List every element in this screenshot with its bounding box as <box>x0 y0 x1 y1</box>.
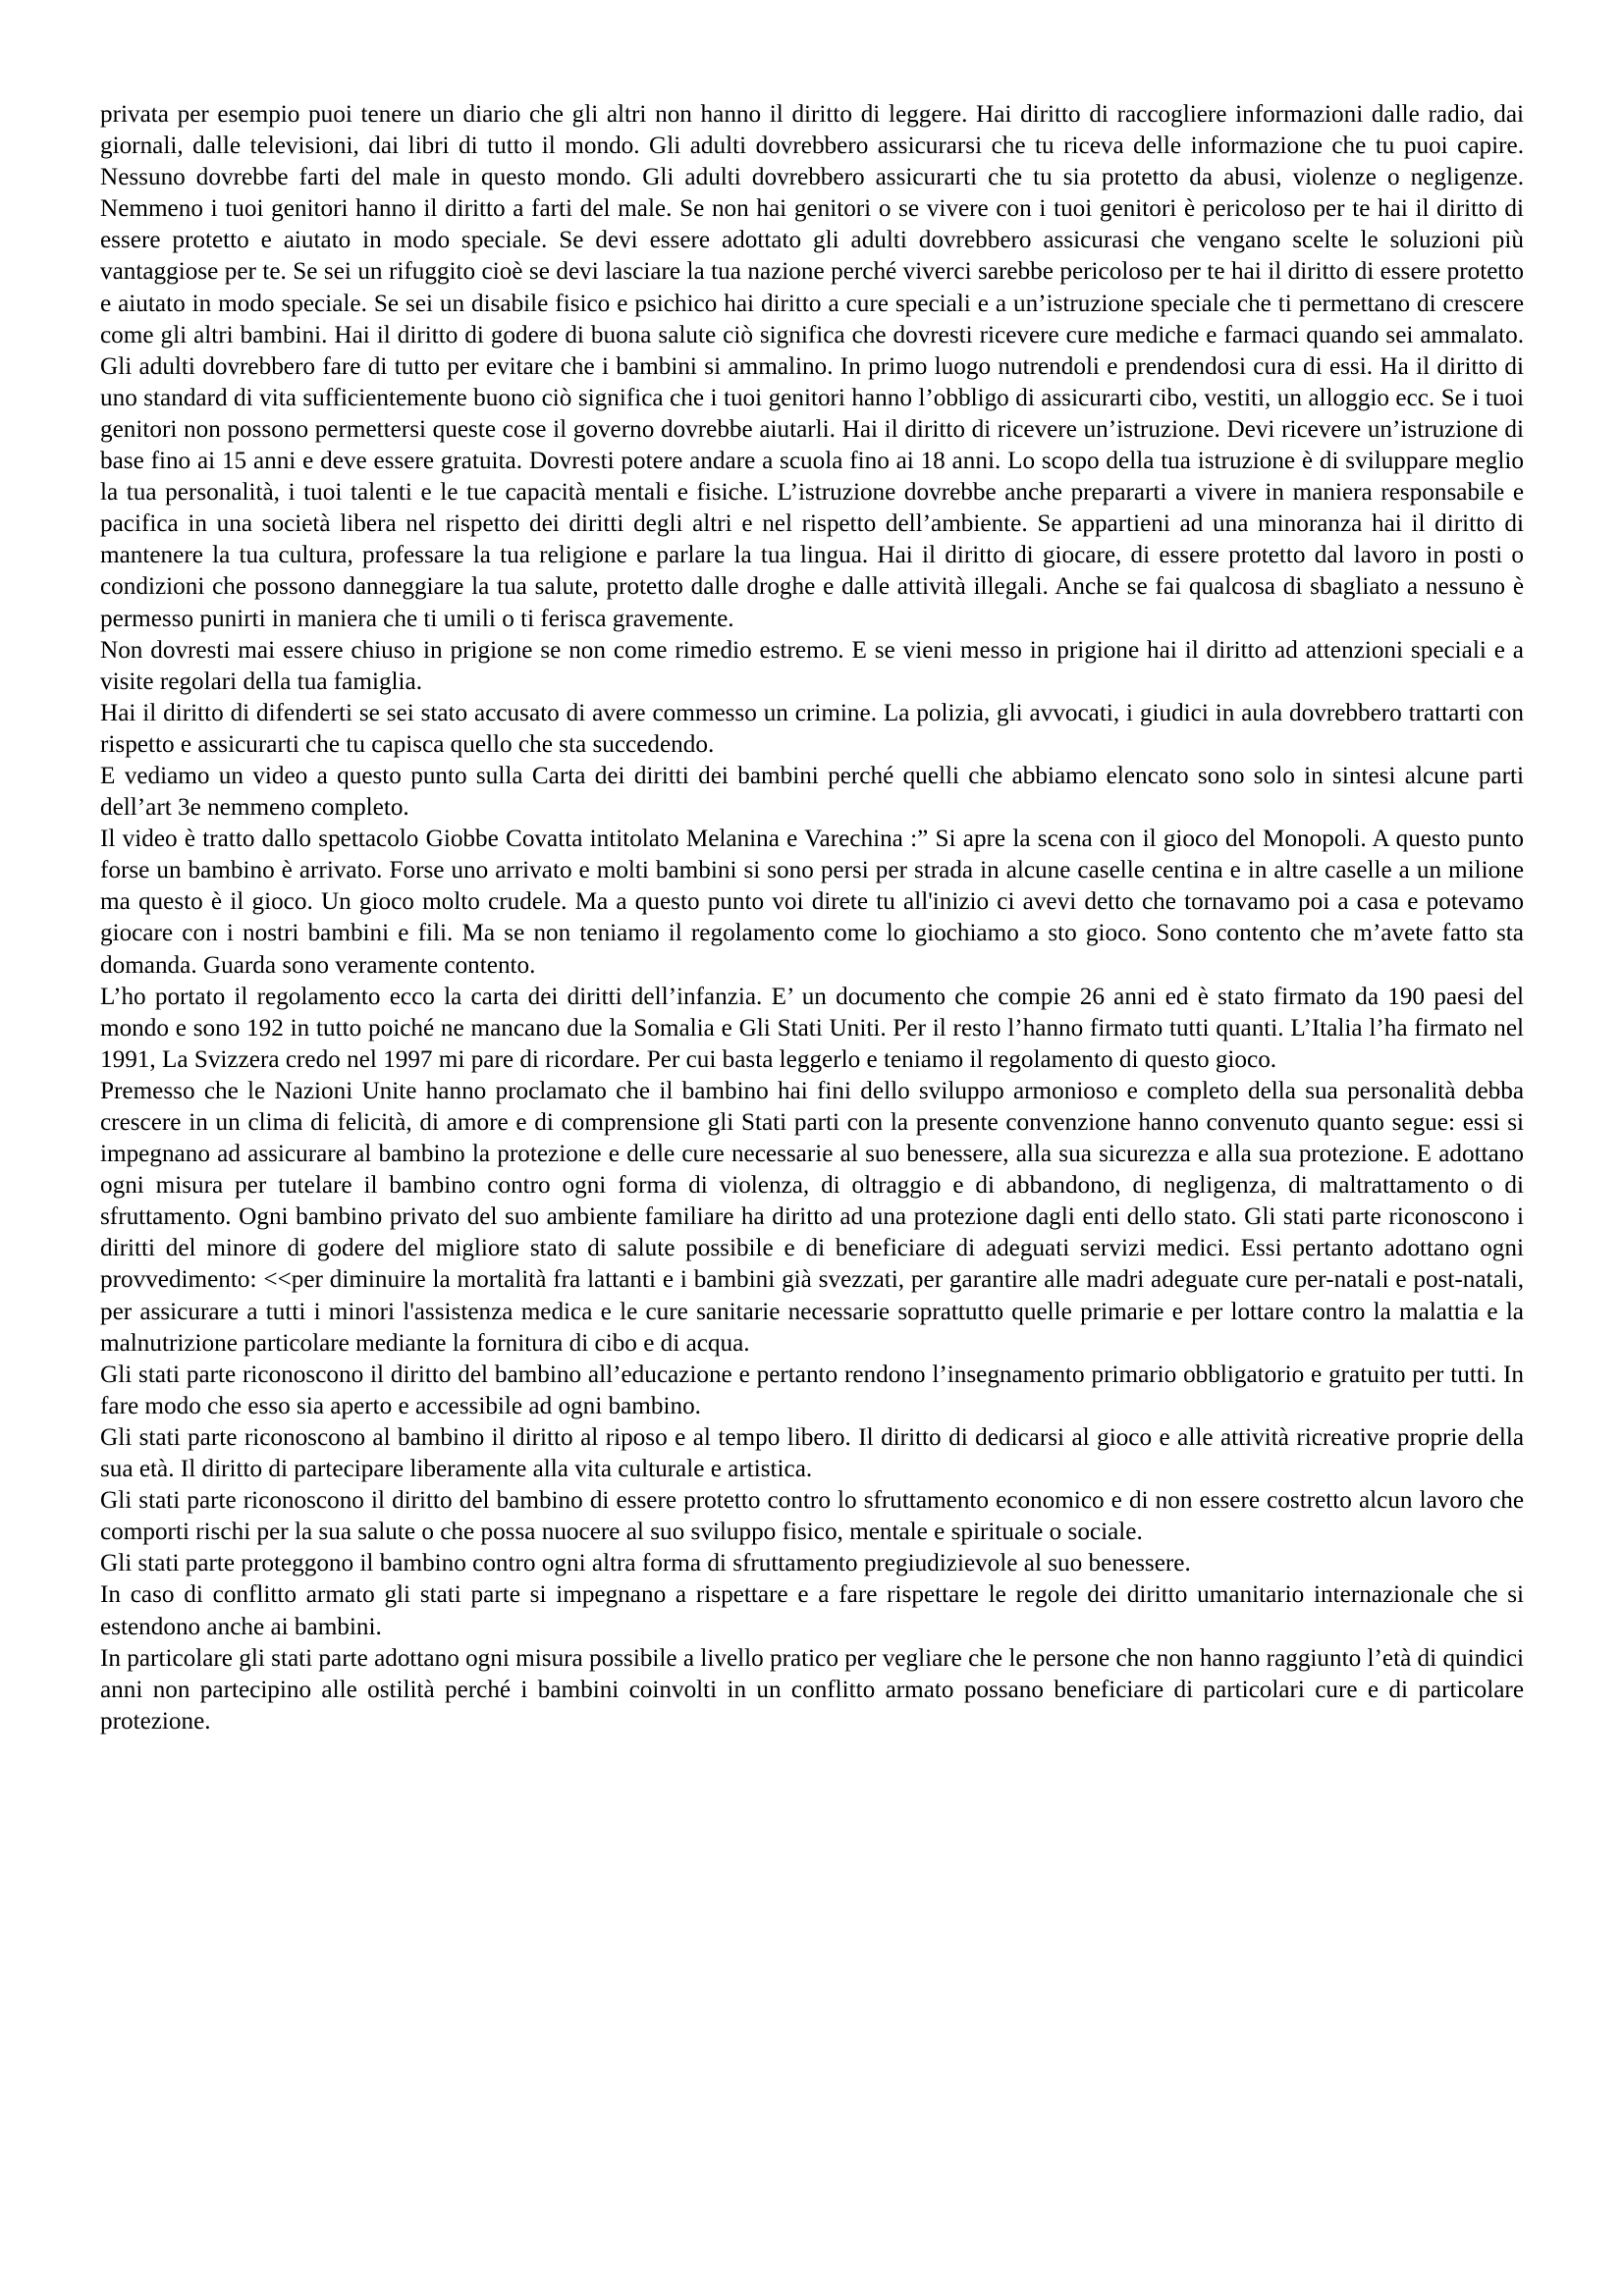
paragraph: Gli stati parte riconoscono il diritto del bambino all’educazione e pertanto rendono l’insegnamento primario obbligatorio e gratuito per tutti. In fare modo che esso sia aperto e accessibile ad ogni bambino. <box>100 1361 1524 1419</box>
paragraph: E vediamo un video a questo punto sulla Carta dei diritti dei bambini perché quelli che abbiamo elencato sono solo in sintesi alcune parti dell’art 3e nemmeno completo. <box>100 762 1524 822</box>
paragraph: Premesso che le Nazioni Unite hanno proclamato che il bambino hai fini dello sviluppo armonioso e completo della sua personalità debba crescere in un clima di felicità, di amore e di comprensione gli Stati parti con la presente convenzione hanno convenuto quanto segue: essi si impegnano ad assicurare al bambino la protezione e delle cure necessarie al suo benessere, alla sua sicurezza e alla sua protezione. E adottano ogni misura per tutelare il bambino contro ogni forma di violenza, di oltraggio e di abbandono, di negligenza, di maltrattamento o di sfruttamento. Ogni bambino privato del suo ambiente familiare ha diritto ad una protezione dagli enti dello stato. Gli stati parte riconoscono i diritti del minore di godere del migliore stato di salute possibile e di beneficiare di adeguati servizi medici. Essi pertanto adottano ogni provvedimento: <<per diminuire la mortalità fra lattanti e i bambini già svezzati, per garantire alle madri adeguate cure per-natali e post-natali, per assicurare a tutti i minori l'assistenza medica e le cure sanitarie necessarie soprattutto quelle primarie e per lottare contro la malattia e la malnutrizione particolare mediante la fornitura di cibo e di acqua. <box>100 1077 1524 1357</box>
paragraph: Gli stati parte proteggono il bambino contro ogni altra forma di sfruttamento pregiudizievole al suo benessere. <box>100 1550 1191 1577</box>
document-body <box>100 99 1524 1737</box>
paragraph: privata per esempio puoi tenere un diario che gli altri non hanno il diritto di leggere. Hai diritto di raccogliere informazioni dalle radio, dai giornali, dalle televisioni, dai libri di tutto il mondo. Gli adulti dovrebbero assicurarsi che tu riceva delle informazione che tu puoi capire. Nessuno dovrebbe farti del male in questo mondo. Gli adulti dovrebbero assicurarti che tu sia protetto da abusi, violenze o negligenze. Nemmeno i tuoi genitori hanno il diritto a farti del male. Se non hai genitori o se vivere con i tuoi genitori è pericoloso per te hai il diritto di essere protetto e aiutato in modo speciale. Se devi essere adottato gli adulti dovrebbero assicurasi che vengano scelte le soluzioni più vantaggiose per te. Se sei un rifuggito cioè se devi lasciare la tua nazione perché viverci sarebbe pericoloso per te hai il diritto di essere protetto e aiutato in modo speciale. Se sei un disabile fisico e psichico hai diritto a cure speciali e a un’istruzione speciale che ti permettano di crescere come gli altri bambini. Hai il diritto di godere di buona salute ciò significa che dovresti ricevere cure mediche e farmaci quando sei ammalato. Gli adulti dovrebbero fare di tutto per evitare che i bambini si ammalino. In primo luogo nutrendoli e prendendosi cura di essi. Ha il diritto di uno standard di vita sufficientemente buono ciò significa che i tuoi genitori hanno l’obbligo di assicurarti cibo, vestiti, un alloggio ecc. Se i tuoi genitori non possono permettersi queste cose il governo dovrebbe aiutarli. Hai il diritto di ricevere un’istruzione. Devi ricevere un’istruzione di base fino ai 15 anni e deve essere gratuita. Dovresti potere andare a scuola fino ai 18 anni. Lo scopo della tua istruzione è di sviluppare meglio la tua personalità, i tuoi talenti e le tue capacità mentali e fisiche. L’istruzione dovrebbe anche prepararti a vivere in maniera responsabile e pacifica in una società libera nel rispetto dei diritti degli altri e nel rispetto dell’ambiente. Se appartieni ad una minoranza hai il diritto di mantenere la tua cultura, professare la tua religione e parlare la tua lingua. Hai il diritto di giocare, di essere protetto dal lavoro in posti o condizioni che possono danneggiare la tua salute, protetto dalle droghe e dalle attività illegali. Anche se fai qualcosa di sbagliato a nessuno è permesso punirti in maniera che ti umili o ti ferisca gravemente. <box>100 101 1524 632</box>
paragraph: Non dovresti mai essere chiuso in prigione se non come rimedio estremo. E se vieni messo in prigione hai il diritto ad attenzioni speciali e a visite regolari della tua famiglia. <box>100 636 1524 695</box>
paragraph: In caso di conflitto armato gli stati parte si impegnano a rispettare e a fare rispettare le regole dei diritto umanitario internazionale che si estendono anche ai bambini. <box>100 1581 1524 1640</box>
paragraph: In particolare gli stati parte adottano ogni misura possibile a livello pratico per vegliare che le persone che non hanno raggiunto l’età di quindici anni non partecipino alle ostilità perché i bambini coinvolti in un conflitto armato possano beneficiare di particolari cure e di particolare protezione. <box>100 1644 1524 1735</box>
paragraph: Gli stati parte riconoscono il diritto del bambino di essere protetto contro lo sfruttamento economico e di non essere costretto alcun lavoro che comporti rischi per la sua salute o che possa nuocere al suo sviluppo fisico, mentale e spirituale o sociale. <box>100 1487 1524 1546</box>
paragraph: Hai il diritto di difenderti se sei stato accusato di avere commesso un crimine. La polizia, gli avvocati, i giudici in aula dovrebbero trattarti con rispetto e assicurarti che tu capisca quello che sta succedendo. <box>100 699 1524 758</box>
paragraph: Gli stati parte riconoscono al bambino il diritto al riposo e al tempo libero. Il diritto di dedicarsi al gioco e alle attività ricreative proprie della sua età. Il diritto di partecipare liberamente alla vita culturale e artistica. <box>100 1423 1524 1483</box>
paragraph: L’ho portato il regolamento ecco la carta dei diritti dell’infanzia. E’ un documento che compie 26 anni ed è stato firmato da 190 paesi del mondo e sono 192 in tutto poiché ne mancano due la Somalia e Gli Stati Uniti. Per il resto l’hanno firmato tutti quanti. L’Italia l’ha firmato nel 1991, La Svizzera credo nel 1997 mi pare di ricordare. Per cui basta leggerlo e teniamo il regolamento di questo gioco. <box>100 983 1524 1073</box>
paragraph: Il video è tratto dallo spettacolo Giobbe Covatta intitolato Melanina e Varechina :” Si apre la scena con il gioco del Monopoli. A questo punto forse un bambino è arrivato. Forse uno arrivato e molti bambini si sono persi per strada in alcune caselle centina e in altre caselle a un milione ma questo è il gioco. Un gioco molto crudele. Ma a questo punto voi direte tu all'inizio ci avevi detto che tornavamo poi a casa e potevamo giocare con i nostri bambini e fili. Ma se non teniamo il regolamento come lo giochiamo a sto gioco. Sono contento che m’avete fatto sta domanda. Guarda sono veramente contento. <box>100 826 1524 979</box>
